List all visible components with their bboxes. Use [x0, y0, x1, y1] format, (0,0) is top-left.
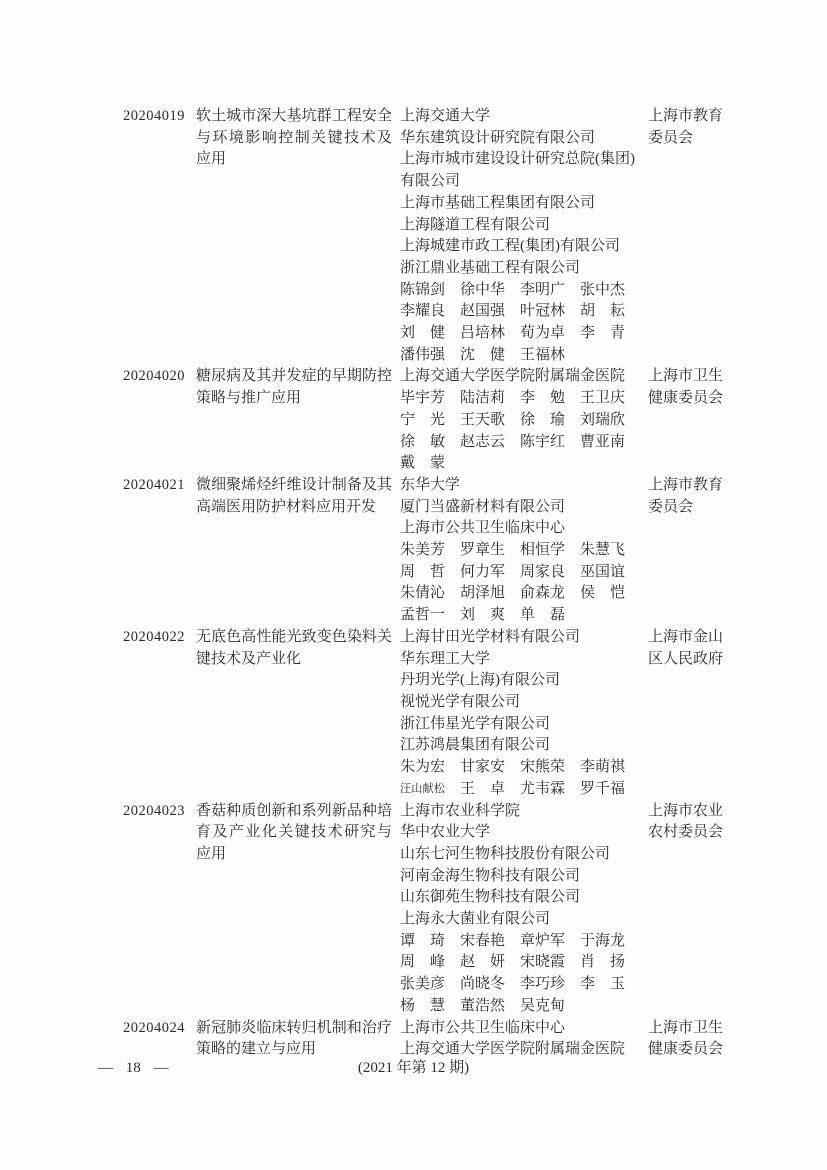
org-line: 华东理工大学 — [400, 650, 491, 667]
person-name: 宁光 — [400, 411, 445, 428]
table-row — [123, 106, 723, 366]
project-id-column — [123, 366, 196, 388]
org-line: 山东御苑生物科技有限公司 — [400, 889, 581, 906]
person-name: 李青 — [580, 325, 625, 342]
project-id: 20204021 — [123, 476, 185, 493]
org-line: 上海城建市政工程(集团)有限公司 — [400, 238, 620, 255]
person-name: 赵国强 — [460, 303, 506, 320]
table-row — [123, 366, 723, 475]
person-name: 徐瑜 — [520, 411, 565, 428]
project-title-line: 微细聚烯烃纤维设计制备及其 — [196, 476, 392, 493]
issue-label: (2021 年第 12 期) — [357, 1060, 470, 1076]
person-name: 罗千福 — [580, 780, 626, 797]
person-name: 叶冠林 — [520, 303, 566, 320]
nominating-agency — [648, 366, 723, 409]
person-name: 赵志云 — [460, 433, 506, 450]
person-name: 谭琦 — [400, 932, 445, 949]
person-name: 周哲 — [400, 563, 445, 580]
agency-line: 委员会 — [648, 129, 694, 146]
people-row — [400, 345, 648, 367]
org-line: 华中农业大学 — [400, 824, 491, 841]
people-row — [400, 605, 648, 627]
person-name: 徐中华 — [460, 281, 506, 298]
organizations-and-people — [400, 801, 648, 1018]
org-line: 河南金海生物科技有限公司 — [400, 867, 581, 884]
person-name: 宋熊荣 — [520, 759, 566, 776]
person-name: 吕培林 — [460, 325, 506, 342]
person-name: 胡泽旭 — [460, 585, 506, 602]
people-row — [400, 301, 648, 323]
people-row — [400, 952, 648, 974]
org-line: 视悦光学有限公司 — [400, 693, 521, 710]
organizations-and-people — [400, 106, 648, 366]
person-name: 宋春艳 — [460, 932, 506, 949]
person-name: 李萌祺 — [580, 759, 626, 776]
project-id-column — [123, 627, 196, 649]
person-name: 侯恺 — [580, 585, 625, 602]
table-row — [123, 801, 723, 1018]
project-title-line: 键技术及产业化 — [196, 650, 302, 667]
people-row — [400, 583, 648, 605]
person-name: 肖扬 — [580, 954, 625, 971]
page-footer — [0, 1058, 827, 1080]
project-id: 20204020 — [123, 368, 185, 385]
org-line: 丹玥光学(上海)有限公司 — [400, 672, 560, 689]
nominating-agency — [648, 627, 723, 670]
agency-line: 上海市卫生 — [648, 1019, 724, 1036]
org-line: 上海市城市建设设计研究总院(集团) — [400, 151, 635, 168]
org-line: 上海市公共卫生临床中心 — [400, 1019, 566, 1036]
people-row — [400, 996, 648, 1018]
project-title-line: 策略与推广应用 — [196, 390, 302, 407]
person-name: 曹亚南 — [580, 433, 626, 450]
agency-line: 上海市卫生 — [648, 368, 724, 385]
project-title — [196, 1018, 392, 1061]
person-name: 李勉 — [520, 390, 565, 407]
person-name: 王福林 — [520, 346, 566, 363]
organizations-and-people — [400, 366, 648, 475]
project-title-line: 高端医用防护材料应用开发 — [196, 498, 377, 515]
project-title-line: 育及产业化关键技术研究与 — [196, 824, 392, 841]
project-title — [196, 801, 392, 866]
org-line: 浙江鼎业基础工程有限公司 — [400, 259, 581, 276]
people-row — [400, 388, 648, 410]
project-title — [196, 366, 392, 409]
project-id: 20204023 — [123, 802, 185, 819]
nominating-agency — [648, 106, 723, 149]
project-id-column — [123, 801, 196, 823]
page-number: — 18 — — [98, 1060, 169, 1076]
people-row — [400, 323, 648, 345]
project-title-line: 香菇种质创新和系列新品种培 — [196, 802, 392, 819]
person-name: 李巧珍 — [520, 976, 566, 993]
agency-line: 上海市教育 — [648, 476, 724, 493]
project-title-line: 软土城市深大基坑群工程安全 — [196, 108, 392, 124]
person-name: 王卓 — [460, 780, 505, 797]
org-line: 华东建筑设计研究院有限公司 — [400, 129, 596, 146]
person-name: 何力军 — [460, 563, 506, 580]
person-name: 陆洁莉 — [460, 390, 506, 407]
people-row — [400, 280, 648, 302]
person-name: 刘健 — [400, 325, 445, 342]
person-name: 孟哲一 — [400, 607, 446, 624]
org-line: 浙江伟星光学有限公司 — [400, 715, 551, 732]
person-name: 沈健 — [460, 346, 505, 363]
person-name: 俞森龙 — [520, 585, 566, 602]
nominating-agency — [648, 1018, 723, 1061]
person-name: 胡耘 — [580, 303, 625, 320]
people-row — [400, 540, 648, 562]
agency-line: 区人民政府 — [648, 650, 724, 667]
person-name: 巫国谊 — [580, 563, 626, 580]
person-name: 张中杰 — [580, 281, 626, 298]
agency-line: 农村委员会 — [648, 824, 724, 841]
person-name: 相恒学 — [520, 542, 566, 559]
project-id: 20204024 — [123, 1019, 185, 1036]
person-name: 刘爽 — [460, 607, 505, 624]
project-title-line: 与环境影响控制关键技术及 — [196, 129, 392, 146]
person-name: 徐敏 — [400, 433, 445, 450]
org-line: 上海市农业科学院 — [400, 802, 521, 819]
person-name: 李玉 — [580, 976, 625, 993]
person-name: 毕宇芳 — [400, 390, 446, 407]
agency-line: 委员会 — [648, 498, 694, 515]
org-line: 上海交通大学医学院附属瑞金医院 — [400, 368, 626, 385]
person-name: 陈宇红 — [520, 433, 566, 450]
person-name: 罗章生 — [460, 542, 506, 559]
person-name: 于海龙 — [580, 932, 626, 949]
person-name: 杨慧 — [400, 997, 445, 1014]
project-id: 20204019 — [123, 108, 185, 124]
project-title — [196, 475, 392, 518]
people-row — [400, 779, 648, 801]
person-name: 刘瑞欣 — [580, 411, 626, 428]
person-name: 朱为宏 — [400, 759, 446, 776]
project-id-column — [123, 106, 196, 128]
person-name: 王卫庆 — [580, 390, 626, 407]
person-name: 章炉军 — [520, 932, 566, 949]
project-title-line: 新冠肺炎临床转归机制和治疗 — [196, 1019, 392, 1036]
person-name: 张美彦 — [400, 976, 446, 993]
people-row — [400, 974, 648, 996]
people-row — [400, 931, 648, 953]
person-name: 尤韦霖 — [520, 780, 566, 797]
award-list — [123, 106, 723, 1061]
org-line: 上海隧道工程有限公司 — [400, 216, 551, 233]
people-row — [400, 410, 648, 432]
agency-line: 上海市金山 — [648, 628, 724, 645]
org-line: 上海市公共卫生临床中心 — [400, 520, 566, 537]
person-name: 王天歌 — [460, 411, 506, 428]
people-row — [400, 757, 648, 779]
person-name: 甘家安 — [460, 759, 506, 776]
people-row — [400, 432, 648, 454]
person-name: 董浩然 — [460, 997, 506, 1014]
project-title — [196, 106, 392, 171]
people-row — [400, 562, 648, 584]
person-name: 荀为卓 — [520, 325, 566, 342]
person-name: 赵妍 — [460, 954, 505, 971]
organizations-and-people — [400, 1018, 648, 1061]
nominating-agency — [648, 475, 723, 518]
person-name: 戴蒙 — [400, 455, 445, 472]
org-line: 上海甘田光学材料有限公司 — [400, 628, 581, 645]
organizations-and-people — [400, 475, 648, 627]
person-name: 单磊 — [520, 607, 565, 624]
person-name: 李明广 — [520, 281, 566, 298]
person-name: 朱慧飞 — [580, 542, 626, 559]
people-row — [400, 453, 648, 475]
project-title-line: 无底色高性能光致变色染料关 — [196, 628, 392, 645]
org-line: 有限公司 — [400, 173, 461, 190]
person-name: 周家良 — [520, 563, 566, 580]
org-line: 上海市基础工程集团有限公司 — [400, 194, 596, 211]
table-row — [123, 475, 723, 627]
project-id-column — [123, 475, 196, 497]
person-name: 潘伟强 — [400, 346, 446, 363]
agency-line: 上海市教育 — [648, 108, 724, 124]
person-name: 陈锦剑 — [400, 281, 446, 298]
project-id: 20204022 — [123, 628, 185, 645]
person-name: 汪山献松 — [400, 782, 445, 795]
org-line: 上海交通大学医学院附属瑞金医院 — [400, 1041, 626, 1058]
nominating-agency — [648, 801, 723, 844]
project-title-line: 应用 — [196, 151, 227, 168]
org-line: 东华大学 — [400, 476, 461, 493]
agency-line: 健康委员会 — [648, 390, 724, 407]
project-title-line: 糖尿病及其并发症的早期防控 — [196, 368, 392, 385]
org-line: 厦门当盛新材料有限公司 — [400, 498, 566, 515]
org-line: 江苏鸿晨集团有限公司 — [400, 737, 551, 754]
org-line: 上海永大菌业有限公司 — [400, 911, 551, 928]
project-title — [196, 627, 392, 670]
person-name: 宋晓霞 — [520, 954, 566, 971]
org-line: 山东七河生物科技股份有限公司 — [400, 845, 611, 862]
person-name: 吴克甸 — [520, 997, 566, 1014]
agency-line: 上海市农业 — [648, 802, 724, 819]
table-row — [123, 1018, 723, 1061]
person-name: 李耀良 — [400, 303, 446, 320]
person-name: 周峰 — [400, 954, 445, 971]
person-name: 朱美芳 — [400, 542, 446, 559]
project-title-line: 策略的建立与应用 — [196, 1041, 317, 1058]
person-name: 朱倩沁 — [400, 585, 446, 602]
person-name: 尚晓冬 — [460, 976, 506, 993]
organizations-and-people — [400, 627, 648, 801]
agency-line: 健康委员会 — [648, 1041, 724, 1058]
org-line: 上海交通大学 — [400, 108, 491, 124]
project-title-line: 应用 — [196, 845, 227, 862]
table-row — [123, 627, 723, 801]
project-id-column — [123, 1018, 196, 1040]
